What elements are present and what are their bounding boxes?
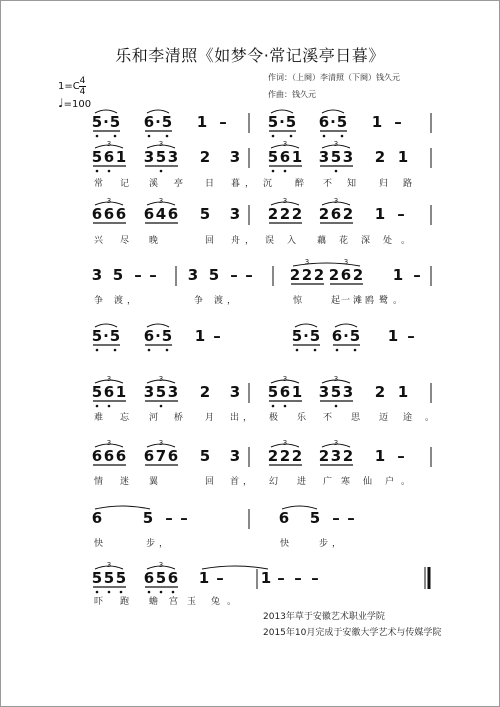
- octave-dot-below: [148, 135, 151, 138]
- note: 5: [91, 113, 103, 131]
- lyric-char: 幻: [269, 477, 279, 487]
- note: 2: [289, 266, 301, 284]
- note: 5: [142, 509, 154, 527]
- tempo-value: =100: [63, 99, 92, 110]
- lyric-char: 惊: [293, 296, 303, 306]
- lyric-char: 日: [205, 179, 215, 189]
- note: 2: [352, 266, 364, 284]
- note: 2: [291, 205, 303, 223]
- lyric-char: 入: [287, 236, 297, 246]
- lyric-char: 藕: [317, 236, 327, 246]
- note: ·: [155, 327, 161, 345]
- note: 1: [194, 327, 206, 345]
- octave-dot-below: [284, 170, 287, 173]
- note: –: [394, 113, 402, 131]
- note: 1: [374, 447, 386, 465]
- note: 6: [143, 447, 155, 465]
- lyric-char: 争: [94, 296, 104, 306]
- octave-dot-below: [284, 405, 287, 408]
- lyricist-credit: 作词：（上阕）李清照（下阕）钱久元: [268, 73, 400, 82]
- octave-dot-below: [272, 405, 275, 408]
- note: 6: [318, 113, 330, 131]
- lyric-char: 翼: [149, 477, 159, 487]
- note: 3: [187, 266, 199, 284]
- note: 5: [285, 113, 297, 131]
- note: 1: [291, 148, 303, 166]
- lyric-char: 归: [379, 179, 389, 189]
- note: 5: [155, 383, 167, 401]
- note: –: [230, 266, 238, 284]
- octave-dot-below: [323, 135, 326, 138]
- note: 2: [199, 383, 211, 401]
- note: 2: [267, 205, 279, 223]
- octave-dot-below: [341, 135, 344, 138]
- note: 2: [301, 266, 313, 284]
- octave-dot-below: [272, 135, 275, 138]
- octave-dot-below: [96, 135, 99, 138]
- note: 2: [342, 205, 354, 223]
- note: 1: [291, 383, 303, 401]
- lyric-char: 渡: [214, 296, 224, 306]
- note: 1: [260, 569, 272, 587]
- note: 5: [91, 327, 103, 345]
- note: 5: [291, 327, 303, 345]
- lyric-char: 途: [403, 413, 413, 423]
- octave-dot-below: [290, 135, 293, 138]
- note: –: [397, 205, 405, 223]
- note: –: [407, 327, 415, 345]
- note: 2: [342, 447, 354, 465]
- note: –: [332, 509, 340, 527]
- note: 3: [167, 148, 179, 166]
- octave-dot-below: [166, 349, 169, 352]
- triplet-mark: 3: [106, 197, 112, 205]
- note: 7: [155, 447, 167, 465]
- lyric-char: 鹭: [379, 296, 389, 306]
- lyric-char: 。: [401, 236, 411, 246]
- lyric-char: 极: [269, 413, 279, 423]
- note: ·: [330, 113, 336, 131]
- note: 5: [103, 569, 115, 587]
- lyric-char: 出: [230, 413, 240, 423]
- note: 3: [330, 447, 342, 465]
- octave-dot-below: [96, 349, 99, 352]
- lyric-char: 争: [194, 296, 204, 306]
- lyric-char: 宫: [169, 597, 179, 607]
- note: 5: [115, 569, 127, 587]
- octave-dot-below: [314, 349, 317, 352]
- triplet-mark: 3: [282, 439, 288, 447]
- lyric-char: 情: [94, 477, 104, 487]
- note: 6: [278, 509, 290, 527]
- lyric-char: 迷: [120, 477, 130, 487]
- lyric-char: 快: [94, 539, 104, 549]
- octave-dot-below: [160, 405, 163, 408]
- note: 6: [115, 205, 127, 223]
- lyric-char: ，: [127, 296, 137, 306]
- note: 5: [267, 113, 279, 131]
- octave-dot-below: [114, 135, 117, 138]
- octave-dot-below: [96, 405, 99, 408]
- triplet-mark: 3: [158, 439, 164, 447]
- note: –: [149, 266, 157, 284]
- note: ·: [103, 113, 109, 131]
- note: 6: [91, 509, 103, 527]
- note: 6: [103, 383, 115, 401]
- note: 2: [318, 447, 330, 465]
- note: 1: [115, 383, 127, 401]
- lyric-char: 暮: [231, 179, 241, 189]
- octave-dot-below: [108, 591, 111, 594]
- triplet-mark: 3: [333, 197, 339, 205]
- triplet-mark: 3: [106, 140, 112, 148]
- note: 3: [143, 383, 155, 401]
- note: 6: [103, 205, 115, 223]
- note: –: [311, 569, 319, 587]
- octave-dot-below: [354, 349, 357, 352]
- key-signature: 1=C: [58, 81, 80, 92]
- octave-dot-below: [160, 170, 163, 173]
- jianpu-score: [1, 1, 499, 706]
- lyric-char: 。: [227, 597, 237, 607]
- octave-dot-below: [108, 170, 111, 173]
- triplet-mark: 3: [282, 375, 288, 383]
- lyric-char: 步: [319, 539, 329, 549]
- note: 1: [374, 205, 386, 223]
- triplet-mark: 3: [282, 197, 288, 205]
- lyric-char: 广: [323, 477, 333, 487]
- note: 3: [229, 148, 241, 166]
- triplet-mark: 3: [158, 561, 164, 569]
- note: 2: [374, 383, 386, 401]
- note: 6: [143, 327, 155, 345]
- note: ·: [155, 113, 161, 131]
- note: 6: [167, 205, 179, 223]
- footer-note-2: 2015年10月完成于安徽大学艺术与传媒学院: [263, 628, 442, 638]
- note: 5: [161, 113, 173, 131]
- lyric-char: 深: [361, 236, 371, 246]
- octave-dot-below: [120, 591, 123, 594]
- lyric-char: 玉: [187, 597, 197, 607]
- lyric-char: 鸥: [365, 296, 375, 306]
- octave-dot-below: [296, 349, 299, 352]
- note: 5: [91, 569, 103, 587]
- lyric-char: 不: [323, 413, 333, 423]
- note: 6: [103, 447, 115, 465]
- lyric-char: ，: [243, 477, 253, 487]
- note: –: [165, 509, 173, 527]
- note: ·: [303, 327, 309, 345]
- note: 5: [208, 266, 220, 284]
- note: 5: [161, 327, 173, 345]
- lyric-char: 一: [341, 296, 351, 306]
- note: 5: [336, 113, 348, 131]
- lyric-char: 误: [265, 236, 275, 246]
- note: 5: [199, 205, 211, 223]
- lyric-char: 。: [393, 296, 403, 306]
- lyric-char: 户: [385, 477, 395, 487]
- triplet-mark: 3: [343, 258, 349, 266]
- note: –: [219, 113, 227, 131]
- triplet-mark: 3: [158, 197, 164, 205]
- note: 1: [392, 266, 404, 284]
- note: 5: [155, 148, 167, 166]
- octave-dot-below: [272, 170, 275, 173]
- footer-note-1: 2013年草于安徽艺术职业学院: [263, 612, 385, 622]
- note: 5: [155, 569, 167, 587]
- note: 2: [328, 266, 340, 284]
- note: 1: [371, 113, 383, 131]
- octave-dot-below: [148, 591, 151, 594]
- triplet-mark: 3: [106, 439, 112, 447]
- lyric-char: ，: [227, 296, 237, 306]
- triplet-mark: 3: [333, 439, 339, 447]
- lyric-char: 寒: [341, 477, 351, 487]
- lyric-char: ，: [243, 413, 253, 423]
- lyric-char: 月: [205, 413, 215, 423]
- lyric-char: 。: [425, 413, 435, 423]
- note: 6: [91, 447, 103, 465]
- note: 5: [267, 383, 279, 401]
- note: 3: [229, 447, 241, 465]
- note: –: [347, 509, 355, 527]
- lyric-char: 快: [280, 539, 290, 549]
- triplet-mark: 3: [333, 140, 339, 148]
- lyric-char: 桥: [174, 413, 184, 423]
- lyric-char: 亭: [174, 179, 184, 189]
- note: 5: [267, 148, 279, 166]
- note: 2: [199, 148, 211, 166]
- lyric-char: 沉: [263, 179, 273, 189]
- octave-dot-below: [166, 135, 169, 138]
- lyric-char: 渡: [114, 296, 124, 306]
- lyric-char: 吓: [94, 597, 104, 607]
- note: ·: [343, 327, 349, 345]
- note: 6: [103, 148, 115, 166]
- lyric-char: 忘: [120, 413, 130, 423]
- note: 5: [112, 266, 124, 284]
- lyric-char: 不: [323, 179, 333, 189]
- lyric-char: 难: [94, 413, 104, 423]
- note: 5: [199, 447, 211, 465]
- lyric-char: 常: [94, 179, 104, 189]
- octave-dot-below: [172, 591, 175, 594]
- note: 1: [397, 148, 409, 166]
- lyric-char: 乐: [297, 413, 307, 423]
- lyric-char: 步: [146, 539, 156, 549]
- note: 5: [309, 509, 321, 527]
- octave-dot-below: [96, 170, 99, 173]
- lyric-char: 首: [230, 477, 240, 487]
- note: 2: [374, 148, 386, 166]
- note: 5: [91, 148, 103, 166]
- note: 3: [342, 383, 354, 401]
- note: 1: [115, 148, 127, 166]
- note: 6: [143, 569, 155, 587]
- lyric-char: 知: [347, 179, 357, 189]
- note: 3: [229, 383, 241, 401]
- triplet-mark: 3: [158, 375, 164, 383]
- note: –: [294, 569, 302, 587]
- triplet-mark: 3: [282, 140, 288, 148]
- lyric-char: 尽: [120, 236, 130, 246]
- lyric-char: 路: [403, 179, 413, 189]
- note: –: [134, 266, 142, 284]
- time-signature-top: 4: [79, 76, 86, 86]
- lyric-char: 起: [331, 296, 341, 306]
- octave-dot-below: [335, 170, 338, 173]
- note: –: [213, 327, 221, 345]
- lyric-char: 思: [351, 413, 361, 423]
- lyric-char: 晚: [149, 236, 159, 246]
- time-signature-bottom: 4: [79, 87, 86, 97]
- note: –: [277, 569, 285, 587]
- lyric-char: 回: [205, 236, 215, 246]
- note: ·: [103, 327, 109, 345]
- note: 2: [313, 266, 325, 284]
- quarter-note-icon: ♩: [58, 96, 64, 110]
- lyric-char: 兴: [94, 236, 104, 246]
- note: 2: [267, 447, 279, 465]
- note: 5: [109, 113, 121, 131]
- note: 6: [143, 205, 155, 223]
- note: 3: [318, 148, 330, 166]
- note: 5: [109, 327, 121, 345]
- note: 6: [143, 113, 155, 131]
- lyric-char: 滩: [353, 296, 363, 306]
- note: 6: [331, 327, 343, 345]
- note: 1: [196, 113, 208, 131]
- note: –: [216, 569, 224, 587]
- lyric-char: 兔: [211, 597, 221, 607]
- note: 3: [143, 148, 155, 166]
- note: 5: [330, 383, 342, 401]
- note: 6: [330, 205, 342, 223]
- lyric-char: 跑: [120, 597, 130, 607]
- octave-dot-below: [108, 405, 111, 408]
- note: 3: [342, 148, 354, 166]
- note: –: [397, 447, 405, 465]
- note: 3: [318, 383, 330, 401]
- lyric-char: 河: [149, 413, 159, 423]
- note: –: [245, 266, 253, 284]
- lyric-char: 蟾: [149, 597, 159, 607]
- note: 6: [279, 148, 291, 166]
- note: 6: [279, 383, 291, 401]
- lyric-char: 处: [383, 236, 393, 246]
- lyric-char: ，: [245, 236, 255, 246]
- lyric-char: 醉: [295, 179, 305, 189]
- note: 2: [291, 447, 303, 465]
- note: 1: [397, 383, 409, 401]
- note: 1: [198, 569, 210, 587]
- note: 3: [167, 383, 179, 401]
- lyric-char: 进: [297, 477, 307, 487]
- note: 6: [91, 205, 103, 223]
- octave-dot-below: [114, 349, 117, 352]
- lyric-char: ，: [245, 179, 255, 189]
- note: 6: [167, 447, 179, 465]
- lyric-char: 迈: [379, 413, 389, 423]
- slur: [202, 566, 268, 569]
- note: 3: [91, 266, 103, 284]
- lyric-char: 舟: [231, 236, 241, 246]
- lyric-char: 溪: [149, 179, 159, 189]
- note: –: [180, 509, 188, 527]
- note: 4: [155, 205, 167, 223]
- note: 6: [340, 266, 352, 284]
- note: 2: [279, 447, 291, 465]
- octave-dot-below: [336, 349, 339, 352]
- lyric-char: ，: [159, 539, 169, 549]
- note: 2: [318, 205, 330, 223]
- lyric-char: 花: [339, 236, 349, 246]
- lyric-char: 回: [205, 477, 215, 487]
- octave-dot-below: [96, 591, 99, 594]
- triplet-mark: 3: [333, 375, 339, 383]
- lyric-char: 记: [120, 179, 130, 189]
- note: 3: [229, 205, 241, 223]
- lyric-char: 。: [401, 477, 411, 487]
- note: 5: [91, 383, 103, 401]
- note: 5: [330, 148, 342, 166]
- triplet-mark: 3: [304, 258, 310, 266]
- lyric-char: 仙: [363, 477, 373, 487]
- triplet-mark: 3: [106, 561, 112, 569]
- triplet-mark: 3: [158, 140, 164, 148]
- octave-dot-below: [335, 405, 338, 408]
- note: ·: [279, 113, 285, 131]
- composer-credit: 作曲：钱久元: [268, 90, 316, 99]
- lyric-char: ，: [332, 539, 342, 549]
- octave-dot-below: [148, 349, 151, 352]
- slur: [95, 506, 150, 509]
- note: 6: [115, 447, 127, 465]
- note: 1: [387, 327, 399, 345]
- note: 6: [167, 569, 179, 587]
- note: 2: [279, 205, 291, 223]
- note: 5: [349, 327, 361, 345]
- triplet-mark: 3: [106, 375, 112, 383]
- note: –: [413, 266, 421, 284]
- score-title: 乐和李清照《如梦令·常记溪亭日暮》: [115, 46, 385, 65]
- note: 5: [309, 327, 321, 345]
- octave-dot-below: [160, 591, 163, 594]
